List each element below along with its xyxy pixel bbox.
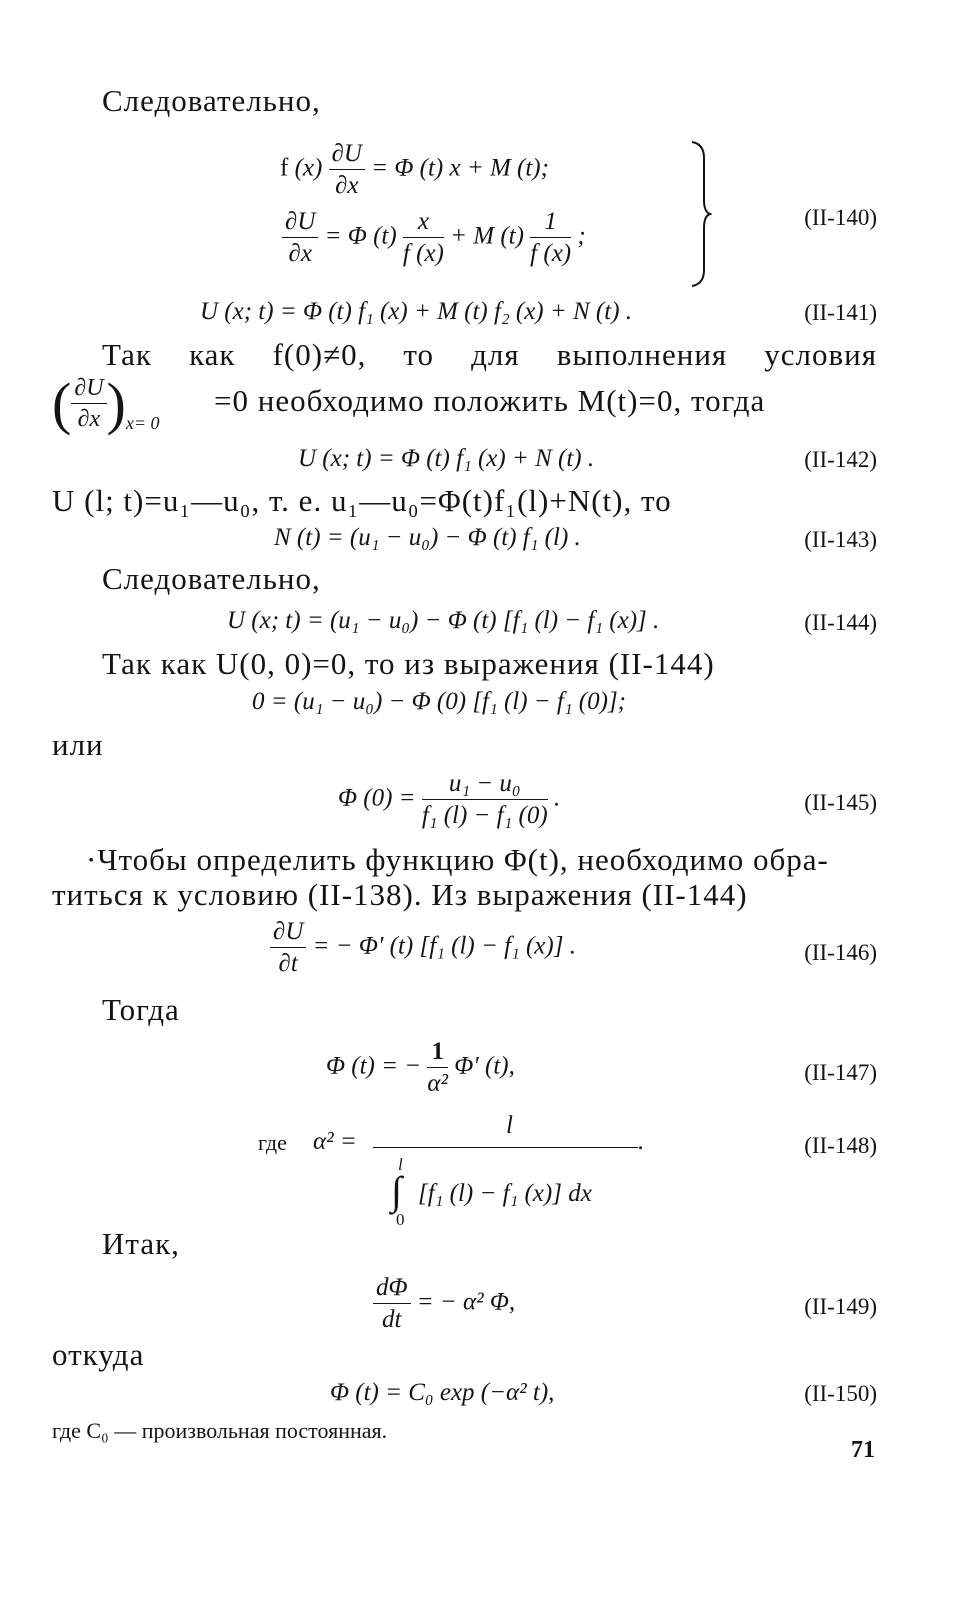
equation-number: (II-141) xyxy=(804,300,877,325)
word: как xyxy=(189,337,236,372)
equation-II-144: U (x; t) = (u₁ − u₀) − Φ (t) [f₁ (l) − f₁ (x)] . xyxy=(227,607,660,634)
word: для xyxy=(471,337,520,372)
paragraph-text: титься к условию (II-138). Из выражения (II-144) xyxy=(52,877,748,912)
integral-sign: ∫ xyxy=(391,1168,402,1213)
equation-II-141: U (x; t) = Φ (t) f₁ (x) + M (t) f₂ (x) + N (t) . xyxy=(200,298,633,325)
paragraph-text: или xyxy=(52,727,104,762)
period: . xyxy=(638,1128,645,1155)
integral-upper-limit: l xyxy=(398,1155,403,1174)
page-number: 71 xyxy=(851,1437,875,1463)
alpha-squared: α² = xyxy=(313,1128,357,1155)
equation-II-140-line2: $\frac{\partial U}{\partial x}$ = Φ (t) $\frac{x}{f (x)}$ + M (t) $\frac{1}{f (x)}$ ; xyxy=(282,208,586,268)
equation-number: (II-149) xyxy=(804,1294,877,1319)
equation-number: (II-144) xyxy=(804,610,877,635)
paragraph-text: откуда xyxy=(52,1337,145,1372)
integral-lower-limit: 0 xyxy=(396,1210,405,1229)
equation-number: (II-145) xyxy=(804,790,877,815)
paragraph-text: U (l; t)=u₁—u₀, т. е. u₁—u₀=Φ(t)f₁(l)+N(t), то xyxy=(52,483,672,518)
paragraph-text: ·Чтобы определить функцию Φ(t), необходимо обра- xyxy=(86,842,829,877)
equation-zero: 0 = (u₁ − u₀) − Φ (0) [f₁ (l) − f₁ (0)]; xyxy=(252,688,626,715)
equation-number: (II-150) xyxy=(804,1381,877,1406)
equation-number: (II-140) xyxy=(804,205,877,230)
equation-II-147: Φ (t) = − $\frac{1}{\text{α²}}$ Φ′ (t), xyxy=(326,1038,515,1097)
integrand: [f₁ (l) − f₁ (x)] dx xyxy=(418,1180,592,1207)
equation-II-146: $\frac{\partial U}{\partial t}$ = − Φ′ (t) [f₁ (l) − f₁ (x)] . xyxy=(270,918,576,978)
word: условия xyxy=(764,337,877,372)
equation-II-150: Φ (t) = C₀ exp (−α² t), xyxy=(330,1379,555,1406)
fraction-bar xyxy=(373,1147,638,1148)
word: Так xyxy=(102,337,152,372)
paragraph-text: Так как U(0, 0)=0, то из выражения (II-144) xyxy=(102,646,715,681)
equation-II-149: $\frac{d\Phi}{dt}$ = − α² Φ, xyxy=(373,1274,515,1334)
footnote-text: где C₀ — произвольная постоянная. xyxy=(52,1418,388,1443)
equation-II-142: U (x; t) = Φ (t) f₁ (x) + N (t) . xyxy=(298,445,595,472)
equation-number: (II-148) xyxy=(804,1133,877,1158)
equation-number: (II-143) xyxy=(804,527,877,552)
condition-expression: ( $\frac{\partial U}{\partial x}$ )x= 0 xyxy=(52,371,160,436)
equation-II-140-line1: f (x) $\frac{\partial U}{\partial x}$ = Φ (t) x + M (t); xyxy=(280,140,549,199)
paragraph-text: Следовательно, xyxy=(102,561,321,596)
paragraph-text: =0 необходимо положить M(t)=0, тогда xyxy=(214,383,766,418)
word: то xyxy=(403,337,435,372)
right-brace xyxy=(690,140,712,288)
equation-II-145: Φ (0) = $\frac{\text{u₁ − u₀}}{\text{f₁ (l) − f₁ (0)}}$ . xyxy=(338,770,561,829)
fraction-numerator: l xyxy=(506,1112,513,1139)
equation-II-143: N (t) = (u₁ − u₀) − Φ (t) f₁ (l) . xyxy=(274,524,581,551)
paragraph-text: где xyxy=(258,1130,287,1155)
equation-number: (II-147) xyxy=(804,1060,877,1085)
paragraph-text xyxy=(102,337,877,373)
word: f(0)≠0, xyxy=(272,337,367,372)
equation-number: (II-142) xyxy=(804,447,877,472)
paragraph-text: Следовательно, xyxy=(102,83,321,118)
word: выполнения xyxy=(556,337,728,372)
paragraph-text: Тогда xyxy=(102,992,180,1027)
paragraph-text: Итак, xyxy=(102,1226,180,1261)
equation-number: (II-146) xyxy=(804,940,877,965)
